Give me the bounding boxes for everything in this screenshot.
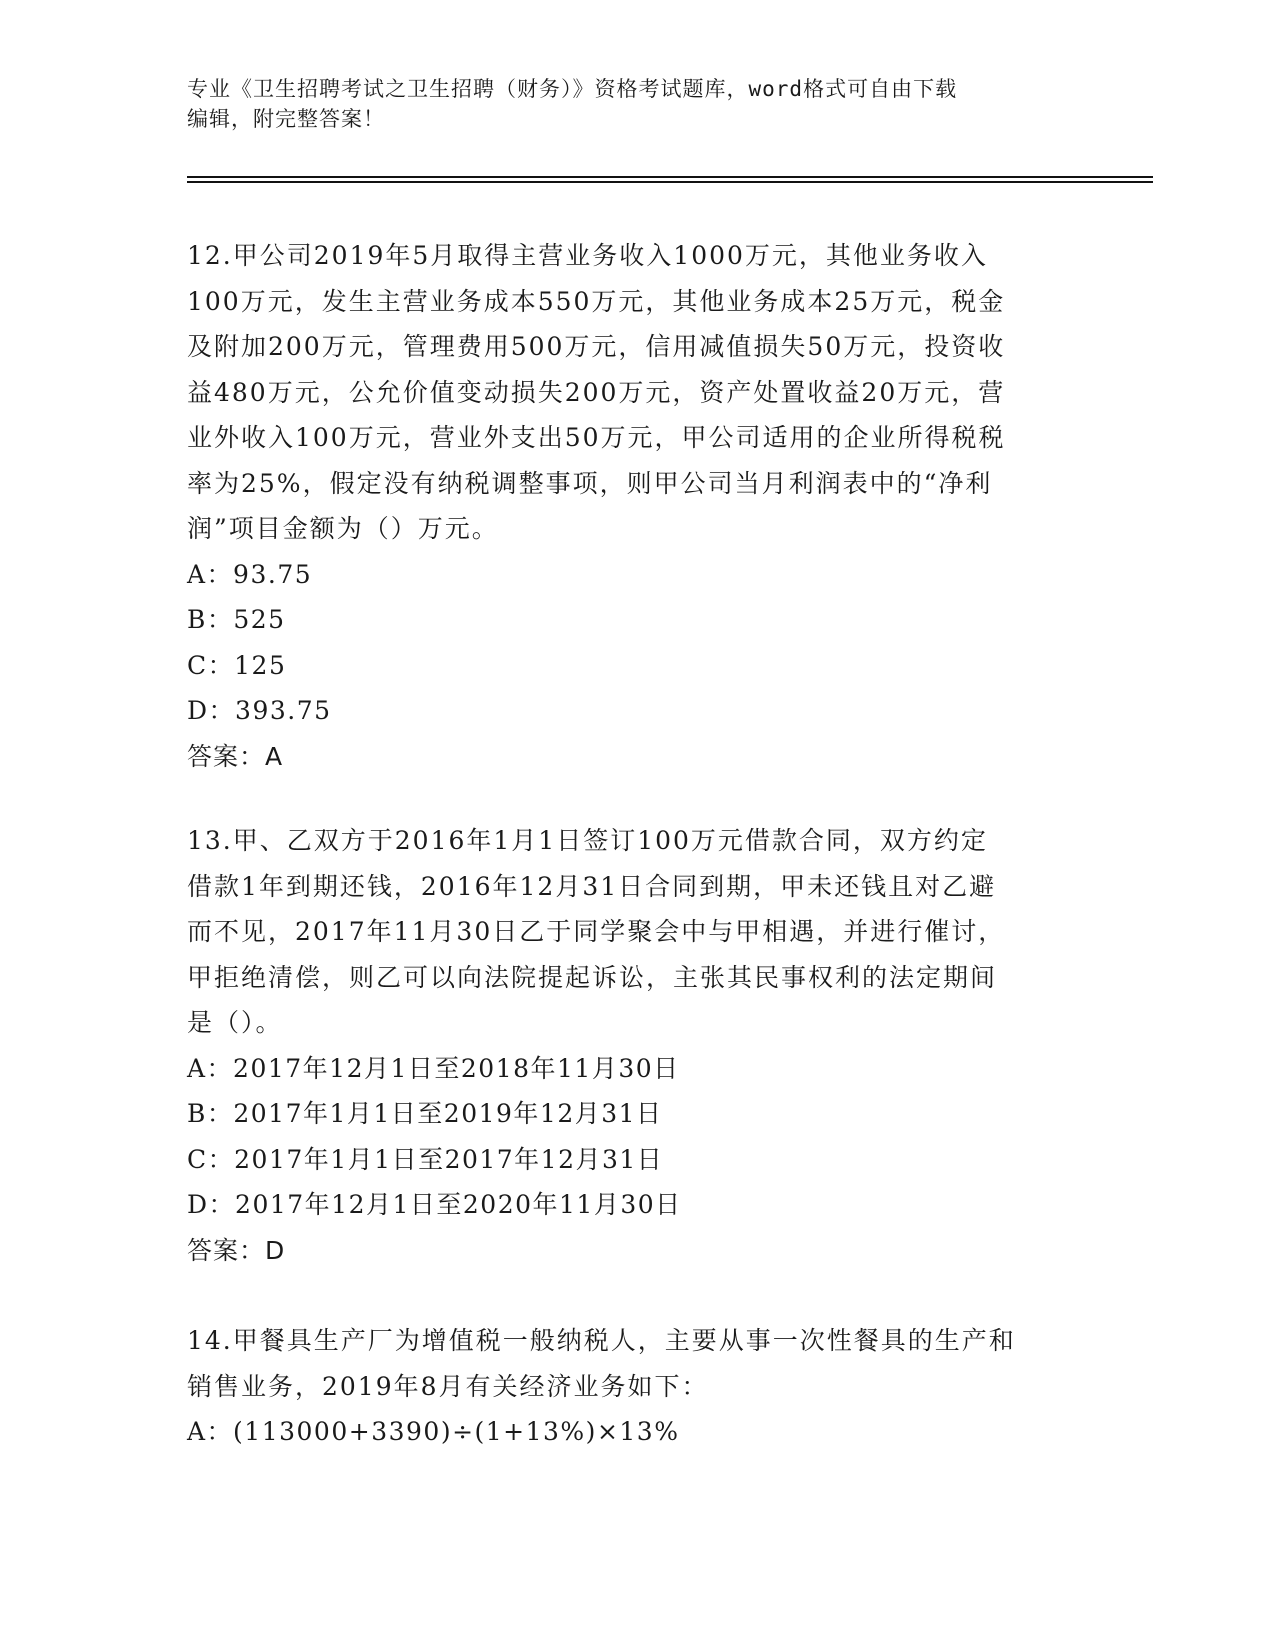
question-text-line: 100万元，发生主营业务成本550万元，其他业务成本25万元，税金 — [187, 286, 1006, 316]
question-text-line: 销售业务，2019年8月有关经济业务如下： — [187, 1371, 709, 1401]
question-text-line: 而不见，2017年11月30日乙于同学聚会中与甲相遇，并进行催讨， — [187, 917, 1006, 946]
header-divider-bottom — [187, 181, 1153, 183]
header-divider-top — [187, 176, 1153, 178]
option-a: A：93.75 — [187, 559, 313, 589]
question-text-line: 业外收入100万元，营业外支出50万元，甲公司适用的企业所得税税 — [187, 423, 1006, 452]
option-a: A：(113000+3390)÷(1+13%)×13% — [187, 1417, 680, 1446]
question-text-line: 率为25%，假定没有纳税调整事项，则甲公司当月利润表中的“净利 — [187, 468, 993, 498]
question-text-line: 借款1年到期还钱，2016年12月31日合同到期，甲未还钱且对乙避 — [187, 871, 997, 901]
question-text-line: 润”项目金额为（）万元。 — [187, 514, 499, 543]
option-d: D：393.75 — [187, 696, 332, 725]
option-c: C：2017年1月1日至2017年12月31日 — [187, 1144, 664, 1174]
answer-label: 答案：D — [187, 1235, 286, 1265]
header-line-1: 专业《卫生招聘考试之卫生招聘（财务）》资格考试题库，word格式可自由下载 — [187, 77, 958, 101]
option-c: C：125 — [187, 650, 287, 680]
option-b: B：525 — [187, 605, 286, 634]
option-d: D：2017年12月1日至2020年11月30日 — [187, 1190, 682, 1219]
question-text-line: 益480万元，公允价值变动损失200万元，资产处置收益20万元，营 — [187, 377, 1006, 407]
question-14 — [187, 1318, 1087, 1455]
question-text-line: 12.甲公司2019年5月取得主营业务收入1000万元，其他业务收入 — [187, 241, 988, 270]
document-header — [187, 74, 1087, 134]
question-text-line: 及附加200万元，管理费用500万元，信用减值损失50万元，投资收 — [187, 332, 1006, 361]
question-text-line: 甲拒绝清偿，则乙可以向法院提起诉讼，主张其民事权利的法定期间 — [187, 962, 998, 992]
question-text-line: 14.甲餐具生产厂为增值税一般纳税人，主要从事一次性餐具的生产和 — [187, 1326, 1016, 1355]
question-13 — [187, 818, 1087, 1273]
answer-label: 答案：A — [187, 741, 284, 771]
question-text-line: 是（）。 — [187, 1008, 283, 1037]
option-b: B：2017年1月1日至2019年12月31日 — [187, 1099, 663, 1128]
header-line-2: 编辑，附完整答案！ — [187, 107, 385, 131]
question-12 — [187, 233, 1087, 779]
question-text-line: 13.甲、乙双方于2016年1月1日签订100万元借款合同，双方约定 — [187, 826, 988, 855]
option-a: A：2017年12月1日至2018年11月30日 — [187, 1053, 680, 1083]
